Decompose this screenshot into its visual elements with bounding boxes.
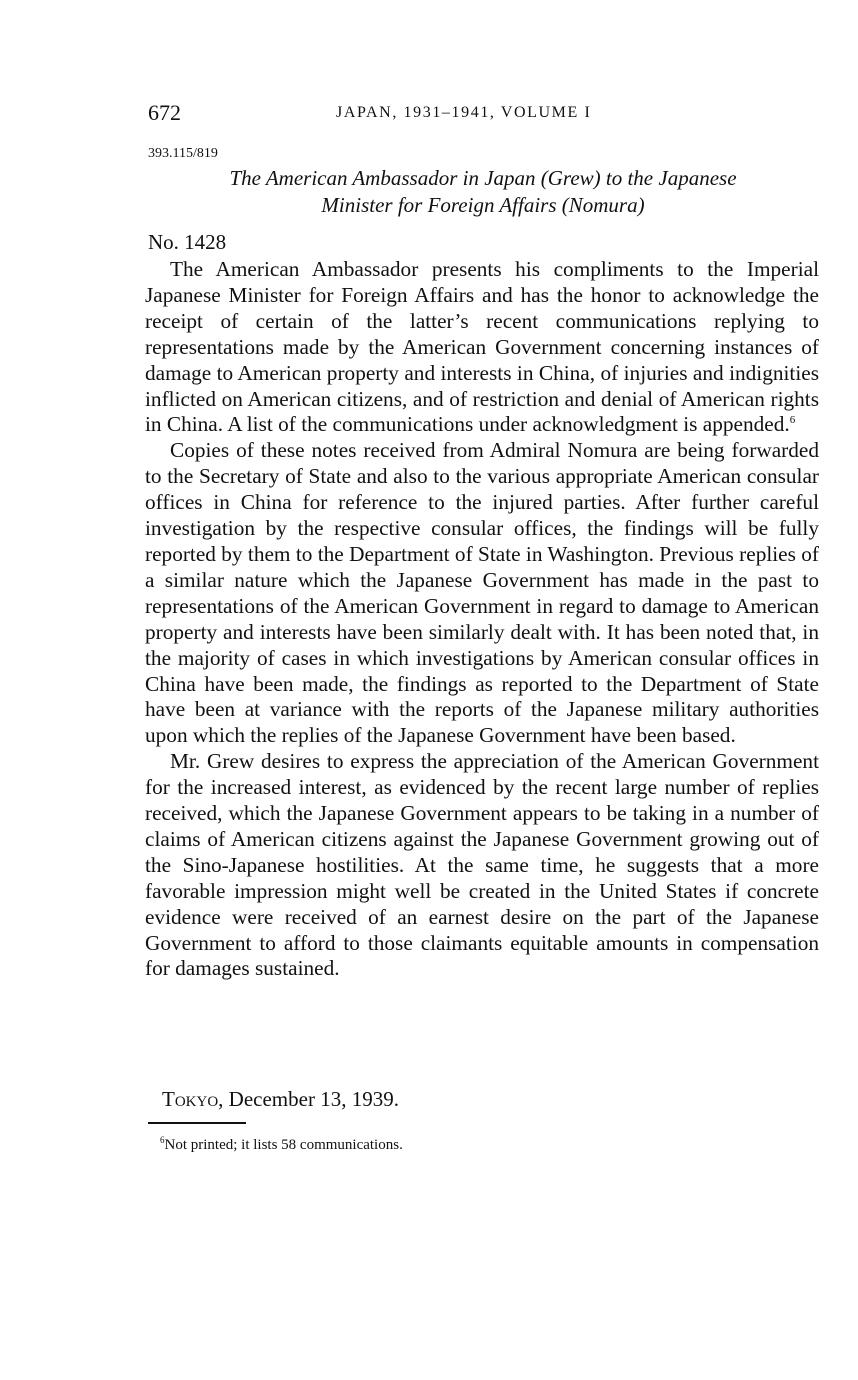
- paragraph-1-text: The American Ambassador presents his compliments to the Imperial Japanese Minister for Foreign Affairs and has the honor to acknowledge the receipt of certain of the latter’s recent communications replying to representations made by the American Government concerning instances of damage to American property and interests in China, of injuries and indignities inflicted on American citizens, and of restriction and denial of American rights in China. A list of the communications under acknowledgment is appended.: [145, 257, 819, 437]
- footnote-marker: 6: [160, 1135, 165, 1145]
- paragraph-2: [145, 438, 819, 749]
- file-number: 393.115/819: [148, 146, 218, 161]
- dateline: [162, 1087, 399, 1112]
- letter-body: [145, 257, 819, 982]
- footnote-divider: [148, 1122, 246, 1124]
- dateline-date: , December 13, 1939.: [218, 1087, 399, 1111]
- footnote-reference: 6: [789, 414, 796, 427]
- document-title: [148, 165, 818, 219]
- running-title: JAPAN, 1931–1941, VOLUME I: [336, 104, 592, 121]
- document-title-line-2: Minister for Foreign Affairs (Nomura): [321, 193, 645, 217]
- document-number: No. 1428: [148, 230, 227, 254]
- footnote: [160, 1137, 403, 1154]
- paragraph-1: [145, 257, 819, 438]
- footnote-text: Not printed; it lists 58 communications.: [164, 1137, 403, 1153]
- page-number: 672: [148, 100, 181, 125]
- paragraph-3-text: Mr. Grew desires to express the appreciation of the American Government for the increased interest, as evidenced by the recent large number of replies received, which the Japanese Government appears to be taking in a number of claims of American citizens against the Japanese Government growing out of the Sino-Japanese hostilities. At the same time, he suggests that a more favorable impression might well be created in the United States if concrete evidence were received of an earnest desire on the part of the Japanese Government to afford to those claimants equitable amounts in compensation for damages sustained.: [145, 749, 819, 981]
- page-header: [148, 100, 818, 130]
- document-title-line-1: The American Ambassador in Japan (Grew) to the Japanese: [229, 166, 737, 190]
- paragraph-2-text: Copies of these notes received from Admiral Nomura are being forwarded to the Secretary of State and also to the various appropriate American consular offices in China for reference to the injured parties. After further careful investigation by the respective consular offices, the findings will be fully reported by them to the Department of State in Washington. Previous replies of a similar nature which the Japanese Government has made in the past to representations of the American Government in regard to damage to American property and interests have been similarly dealt with. It has been noted that, in the majority of cases in which investigations by American consular offices in China have been made, the findings as reported to the Department of State have been at variance with the reports of the Japanese military authorities upon which the replies of the Japanese Government have been based.: [145, 438, 819, 748]
- paragraph-3: [145, 749, 819, 982]
- dateline-place: Tokyo: [162, 1087, 219, 1111]
